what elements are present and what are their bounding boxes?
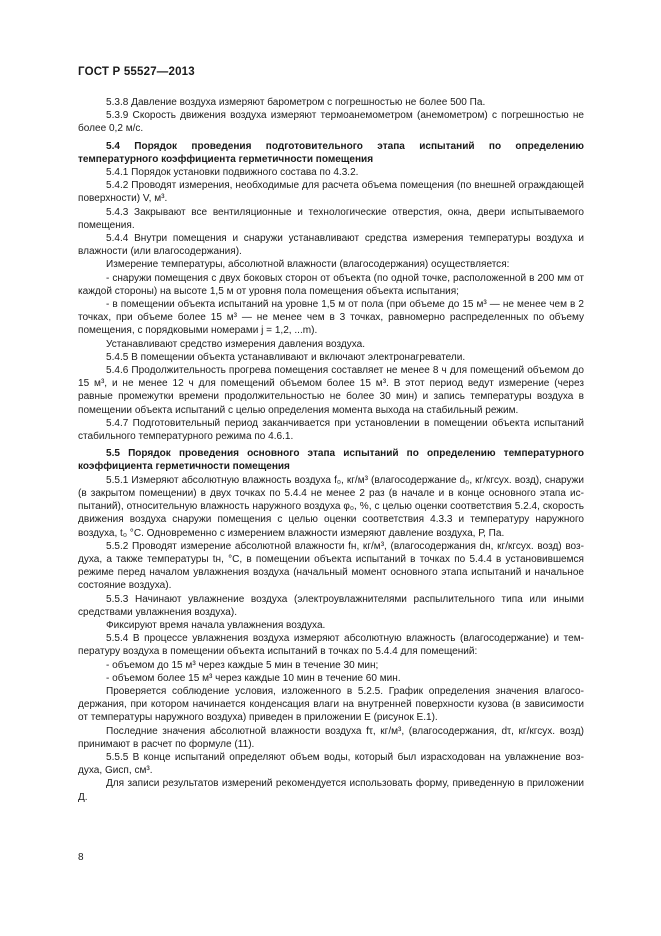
list-item: - снаружи помещения с двух боковых сторон от объекта (по одной точке, расположенной в 200 мм от каждой стороны) на высоте 1,5 м от уровня пола помещения объекта испытания; <box>78 272 584 297</box>
paragraph: 5.4.4 Внутри помещения и снаружи устанавливают средства измерения температуры воздуха и влажности (или влагосодержания). <box>78 233 584 258</box>
document-body <box>78 96 584 804</box>
paragraph: Устанавливают средство измерения давления воздуха. <box>106 338 366 350</box>
list-item: - объемом до 15 м³ через каждые 5 мин в течение 30 мин; <box>106 659 379 671</box>
paragraph: 5.3.9 Скорость движения воздуха измеряют термоанемометром (анемометром) с погрешностью не более 0,2 м/с. <box>78 110 584 135</box>
paragraph: 5.4.6 Продолжительность прогрева помещения составляет не менее 8 ч для помещений объемом до 15 м³, и не менее 12 ч для помещений объемом более 15 м³. В этот период ведут измерение (через равные промежутки времени продолжительностью не более 30 мин) и запись температуры воздуха в помещении объекта испытаний с целью определения момента выхода на стабильный режим. <box>78 365 584 416</box>
paragraph: Измерение температуры, абсолютной влажности (влагосодержания) осуществляется: <box>106 259 510 271</box>
paragraph: 5.5.2 Проводят измерение абсолютной влажности fн, кг/м³, (влагосодержания dн, кг/кгсух. возд) воздуха, а также температуры tн, °С, в помещении объекта испытаний в точках по 5.4.4 в установившемся режиме перед началом увлажнения воздуха (начальный момент основного этапа испытаний и начальное состояние воздуха). <box>78 540 584 592</box>
document-header: ГОСТ Р 55527—2013 <box>78 66 195 78</box>
section-heading: 5.5 Порядок проведения основного этапа испытаний по определению температурного коэффициента герметичности помещения <box>78 448 584 473</box>
list-item: - объемом более 15 м³ через каждые 10 мин в течение 60 мин. <box>106 672 401 684</box>
paragraph: 5.4.7 Подготовительный период заканчивается при установлении в помещении объекта испытаний стабильного температурного режима по 4.6.1. <box>78 417 584 443</box>
paragraph: 5.4.5 В помещении объекта устанавливают и включают электронагреватели. <box>106 351 466 363</box>
paragraph: Проверяется соблюдение условия, изложенного в 5.2.5. График определения значения влагосодержания, при котором начинается конденсация влаги на внутренней поверхности кузова (в зависимости от температуры наружного воздуха) приведен в приложении Е (рисунок Е.1). <box>78 685 584 724</box>
paragraph: 5.4.3 Закрывают все вентиляционные и технологические отверстия, окна, двери испытываемого помещения. <box>78 206 584 231</box>
paragraph: 5.5.5 В конце испытаний определяют объем воды, который был израсходован на увлажнение воздуха, Gисп, см³. <box>78 751 584 777</box>
section-heading: 5.4 Порядок проведения подготовительного этапа испытаний по определению температурного коэффициента герметичности помещения <box>78 140 584 165</box>
paragraph: 5.5.3 Начинают увлажнение воздуха (электроувлажнителями распылительного типа или иными средствами увлажнения воздуха). <box>78 593 584 618</box>
paragraph: Для записи результатов измерений рекомендуется использовать форму, приведенную в приложении Д. <box>78 778 584 803</box>
list-item: - в помещении объекта испытаний на уровне 1,5 м от пола (при объеме до 15 м³ — не менее чем в 2 точках, при объеме более 15 м³ — не менее чем в 3 точках, равномерно распределенных по объему помещения, с порядковыми номерами j = 1,2, ...m). <box>78 299 584 337</box>
paragraph: 5.5.1 Измеряют абсолютную влажность воздуха f₀, кг/м³ (влагосодержание d₀, кг/кгсух. возд), снаружи (в закрытом помещении) в двух точках по 5.4.4 не менее 2 раз (в начале и в конце основного этапа испытаний), относительную влажность наружного воздуха φ₀, %, с целью оценки соответствия 5.2.4, скорость движения воздуха снаружи помещения с целью оценки соответствия 4.3.3 и температуру наружного воздуха, t₀ °С. Одновременно с измерением влажности измеряют давление воздуха, Р, Па. <box>78 474 584 539</box>
paragraph: Фиксируют время начала увлажнения воздуха. <box>106 619 326 631</box>
page-number: 8 <box>78 852 84 863</box>
paragraph: 5.3.8 Давление воздуха измеряют барометром с погрешностью не более 500 Па. <box>106 97 486 108</box>
paragraph: 5.5.4 В процессе увлажнения воздуха измеряют абсолютную влажность (влагосодержание) и температуру воздуха в помещении объекта испытаний в точках по 5.4.4 для помещений: <box>78 633 584 658</box>
paragraph: 5.4.2 Проводят измерения, необходимые для расчета объема помещения (по внешней ограждающей поверхности) V, м³. <box>78 180 584 205</box>
paragraph: 5.4.1 Порядок установки подвижного состава по 4.3.2. <box>106 167 359 179</box>
paragraph: Последние значения абсолютной влажности воздуха fτ, кг/м³, (влагосодержания, dτ, кг/кгсух. возд) принимают в расчет по формуле (11). <box>78 725 584 750</box>
